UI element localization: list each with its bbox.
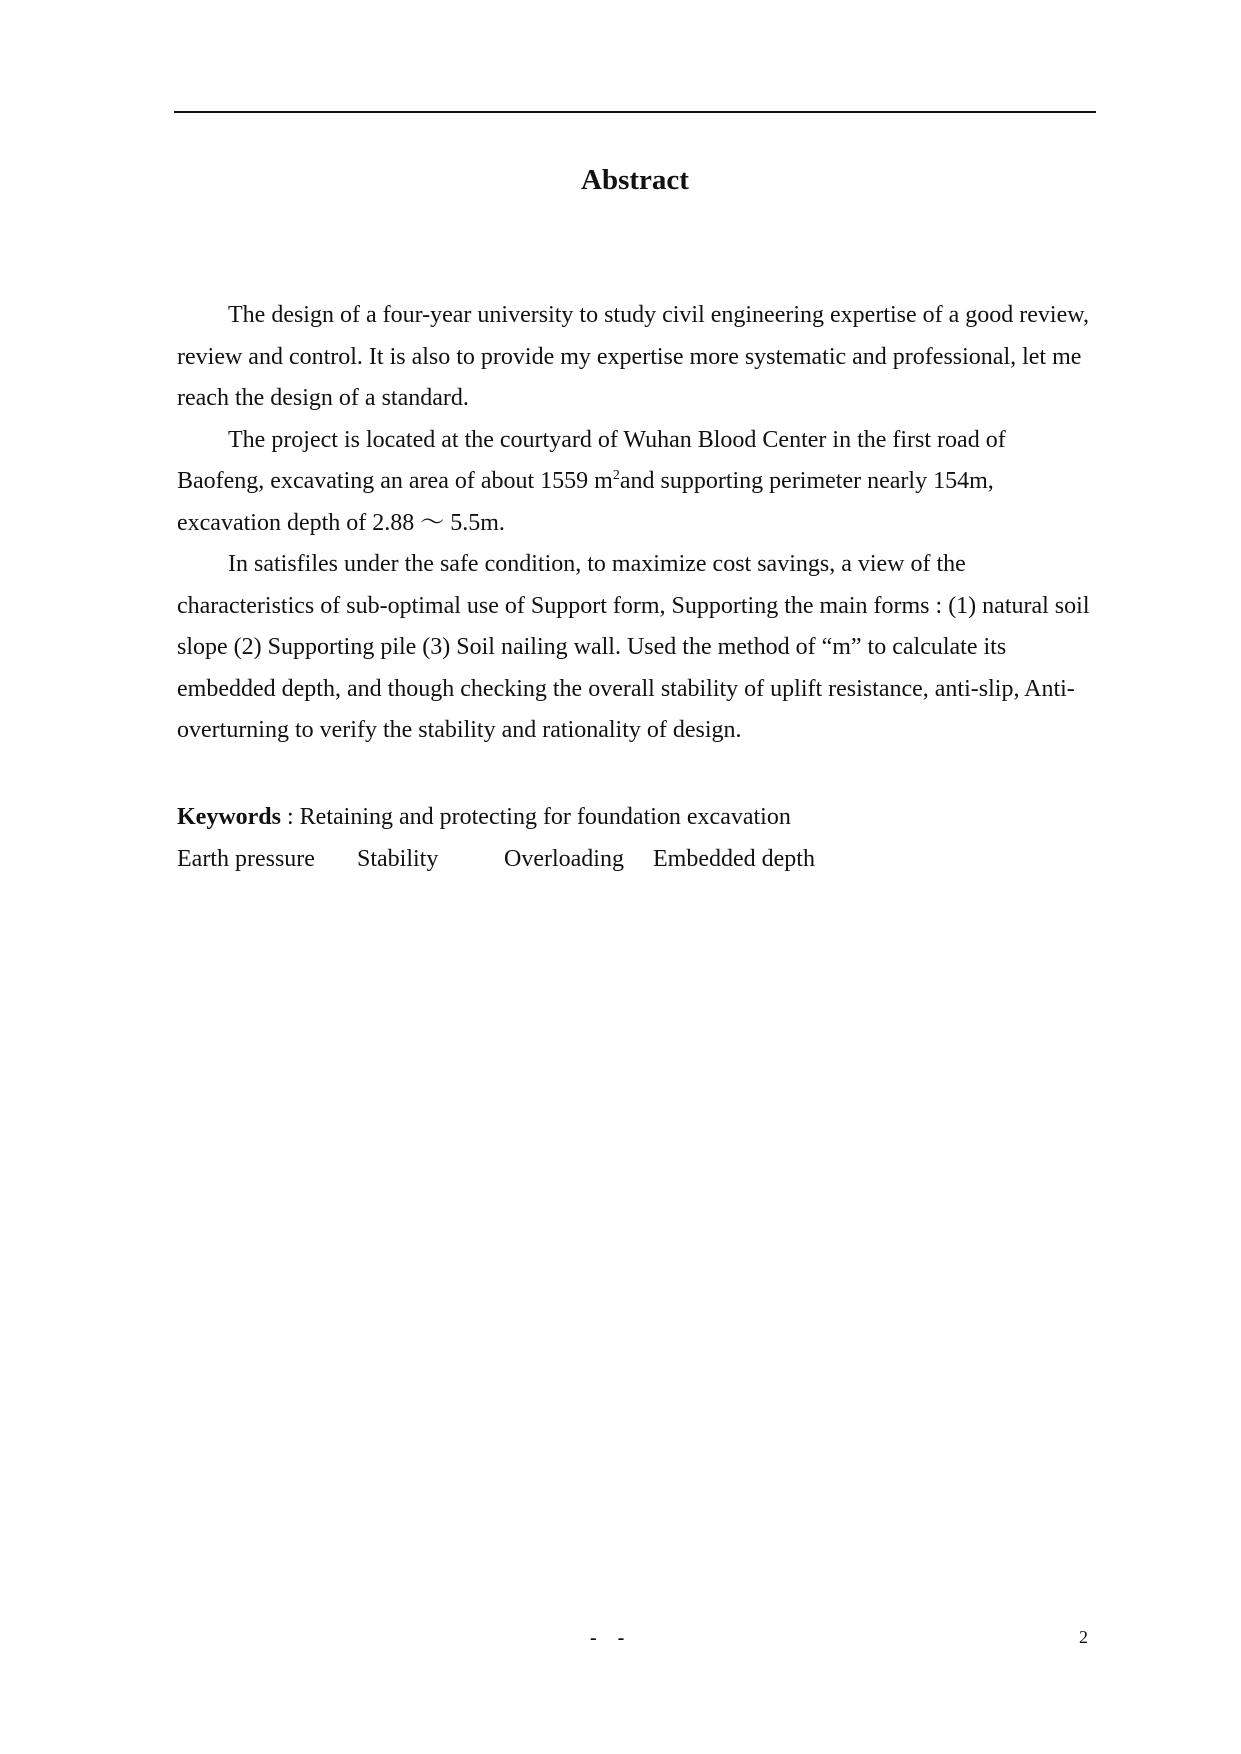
keywords-separator: :: [281, 804, 300, 830]
keyword-earth-pressure: Earth pressure: [177, 846, 315, 872]
keywords-section: [177, 796, 1097, 880]
keywords-line-2: [177, 838, 1097, 880]
footer-center-mark: - -: [590, 1627, 633, 1649]
abstract-paragraph-2: [177, 420, 1097, 545]
header-rule: [174, 111, 1096, 113]
abstract-body: [177, 295, 1097, 752]
keyword-retaining: Retaining and protecting for foundation excavation: [299, 804, 791, 830]
keyword-overloading: Overloading: [504, 846, 624, 872]
abstract-paragraph-1: The design of a four-year university to study civil engineering expertise of a good review, review and control. It is also to provide my expertise more systematic and professional, let me reach the design of a standard.: [177, 302, 1090, 411]
keywords-line-1: [177, 796, 1097, 838]
page-number: 2: [1079, 1627, 1088, 1647]
keywords-label: Keywords: [177, 804, 281, 830]
page-title: Abstract: [581, 164, 689, 196]
area-unit-superscript: 2: [612, 468, 620, 483]
paragraph-2-text-end: and supporting perimeter nearly 154m, excavation depth of 2.88 ～ 5.5m.: [177, 468, 994, 536]
keyword-stability: Stability: [357, 846, 439, 872]
paragraph-2-text-start: The project is located at the courtyard of Wuhan Blood Center in the first road of Baofeng, excavating an area of about 1559 m: [177, 426, 1006, 494]
abstract-paragraph-3: In satisfiles under the safe condition, to maximize cost savings, a view of the characteristics of sub-optimal use of Support form, Supporting the main forms : (1) natural soil slope (2) Supporting pile (3) Soil nailing wall. Used the method of “m” to calculate its embedded depth, and though checking the overall stability of uplift resistance, anti-slip, Anti-overturning to verify the stability and rationality of design.: [177, 551, 1090, 743]
keyword-embedded-depth: Embedded depth: [653, 846, 815, 872]
